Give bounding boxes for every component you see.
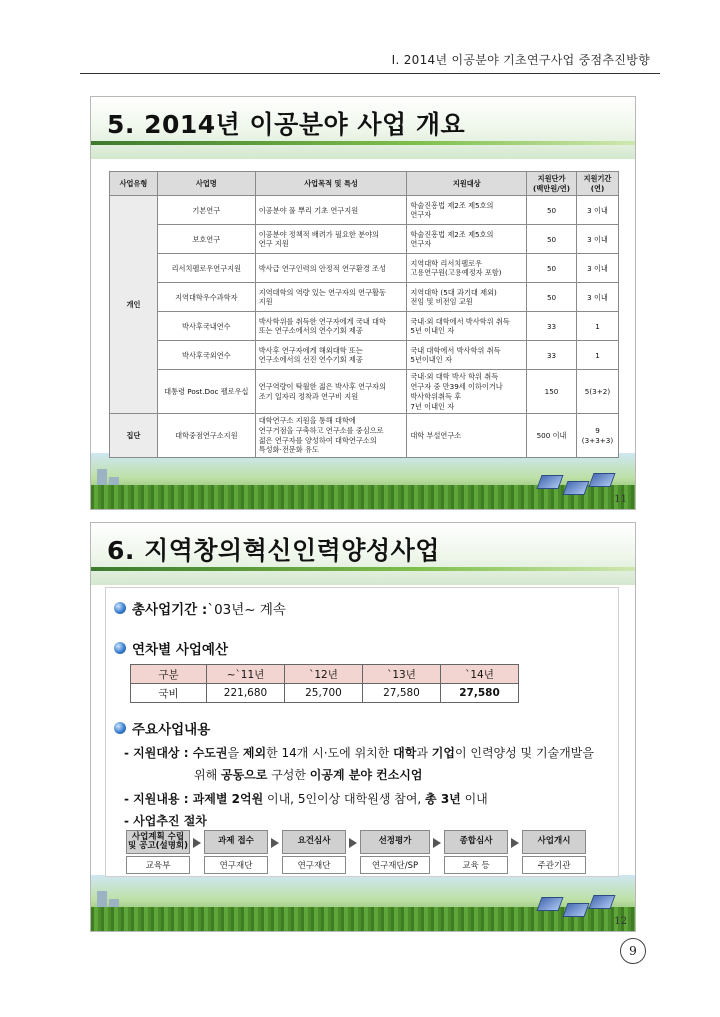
table-cell: 대학 부설연구소 (407, 414, 527, 458)
table-row (110, 196, 619, 225)
table-cell: 33 (527, 312, 577, 341)
step-org: 교육부 (126, 856, 190, 874)
table-cell: 50 (527, 196, 577, 225)
content-label: 주요사업내용 (132, 722, 211, 738)
support-prefix: - 지원내용 : (124, 792, 193, 806)
table-row (131, 684, 519, 703)
column-header: 지원대상 (407, 172, 527, 196)
table-cell: 국내·외 대학 박사 학위 취득 연구자 중 만39세 이하이거나 박사학위취득 후 7년 이내인 자 (407, 370, 527, 414)
table-row (110, 283, 619, 312)
table-cell: 3 이내 (576, 225, 618, 254)
column-header: 사업유형 (110, 172, 158, 196)
budget-item (114, 638, 228, 658)
table-row (110, 312, 619, 341)
column-header: 사업명 (157, 172, 255, 196)
procedure-flow (126, 830, 576, 878)
table-cell: 3 이내 (576, 283, 618, 312)
table-cell: 221,680 (207, 684, 285, 703)
slide-footer-landscape (91, 875, 635, 931)
column-header: 구분 (131, 665, 207, 684)
column-header: ~`11년 (207, 665, 285, 684)
table-cell: 1 (576, 341, 618, 370)
table-cell: 기본연구 (157, 196, 255, 225)
target-line: - 지원대상 : 수도권을 제외한 14개 시·도에 위치한 대학과 기업이 인력양성 및 기술개발을 (124, 746, 594, 760)
content-item (114, 718, 210, 738)
flow-step (282, 830, 346, 874)
column-header: 사업목적 및 특성 (255, 172, 407, 196)
running-header (80, 48, 660, 74)
flow-step (204, 830, 268, 874)
arrow-right-icon (193, 838, 201, 848)
table-cell: 지역대학 (5대 과기대 제외) 전임 및 비전임 교원 (407, 283, 527, 312)
table-cell: 3 이내 (576, 196, 618, 225)
table-cell: 학술진흥법 제2조 제5호의 연구자 (407, 196, 527, 225)
table-cell: 대학연구소 지원을 통해 대학에 연구거점을 구축하고 연구소를 중심으로 젊은 연구자를 양성하여 대학연구소의 특성화·전문화 유도 (255, 414, 407, 458)
group-cell: 집단 (110, 414, 158, 458)
table-cell: 50 (527, 254, 577, 283)
program-content (105, 587, 619, 877)
arrow-right-icon (433, 838, 441, 848)
support-line: - 지원내용 : 과제별 2억원 이내, 5인이상 대학원생 참여, 총 3년 이내 (124, 792, 488, 806)
table-cell: 500 이내 (527, 414, 577, 458)
table-cell: 33 (527, 341, 577, 370)
column-header: `13년 (363, 665, 441, 684)
flow-step (522, 830, 586, 874)
table-row (110, 225, 619, 254)
slide-regional-program (90, 522, 636, 932)
column-header: 지원단가 (백만원/연) (527, 172, 577, 196)
business-overview-table (109, 171, 619, 458)
flow-step (126, 830, 190, 874)
table-cell: 5(3+2) (576, 370, 618, 414)
table-row (110, 370, 619, 414)
step-name: 사업개시 (522, 830, 586, 854)
table-cell: 박사후국내연수 (157, 312, 255, 341)
table-cell: 25,700 (285, 684, 363, 703)
flow-step (360, 830, 430, 874)
table-header-row (131, 665, 519, 684)
table-cell: 27,580 (441, 684, 519, 703)
period-item (114, 598, 286, 618)
step-name: 과제 접수 (204, 830, 268, 854)
table-cell: 박사학위를 취득한 연구자에게 국내 대학 또는 연구소에서의 연수기회 제공 (255, 312, 407, 341)
slide-title: 6. 지역창의혁신인력양성사업 (107, 536, 440, 565)
table-cell: 국비 (131, 684, 207, 703)
table-cell: 국내 대학에서 박사학위 취득 5년이내인 자 (407, 341, 527, 370)
bullet-icon (114, 602, 126, 614)
period-label: 총사업기간 : (132, 602, 208, 618)
column-header: 지원기간 (연) (576, 172, 618, 196)
step-org: 연구재단 (204, 856, 268, 874)
table-cell: 박사후국외연수 (157, 341, 255, 370)
table-cell: 이공분야 정책적 배려가 필요한 분야의 연구 지원 (255, 225, 407, 254)
table-cell: 보호연구 (157, 225, 255, 254)
period-value: `03년~ 계속 (207, 602, 286, 618)
slide-business-overview (90, 96, 636, 510)
group-cell: 개인 (110, 196, 158, 414)
table-cell: 리서치펠로우연구지원 (157, 254, 255, 283)
table-cell: 학술진흥법 제2조 제5호의 연구자 (407, 225, 527, 254)
table-cell: 국내·외 대학에서 박사학위 취득 5년 이내인 자 (407, 312, 527, 341)
step-org: 교육 등 (444, 856, 508, 874)
step-name: 요건심사 (282, 830, 346, 854)
table-cell: 1 (576, 312, 618, 341)
slide-number: 12 (614, 916, 627, 927)
table-cell: 지역대학우수과학자 (157, 283, 255, 312)
table-cell: 지역대학 리서치펠로우 고용연구원(고용예정자 포함) (407, 254, 527, 283)
step-org: 연구재단 (282, 856, 346, 874)
step-org: 연구재단/SP (360, 856, 430, 874)
arrow-right-icon (349, 838, 357, 848)
budget-label: 연차별 사업예산 (132, 642, 228, 658)
table-cell: 대학중점연구소지원 (157, 414, 255, 458)
table-cell: 지역대학의 역량 있는 연구자의 연구활동 지원 (255, 283, 407, 312)
table-header-row (110, 172, 619, 196)
target-prefix: - 지원대상 : (124, 746, 193, 760)
step-name: 선정평가 (360, 830, 430, 854)
arrow-right-icon (511, 838, 519, 848)
page-number: 9 (620, 938, 646, 964)
slide-title: 5. 2014년 이공분야 사업 개요 (107, 110, 466, 139)
step-name: 사업계획 수립 및 공고(설명회) (126, 830, 190, 854)
table-cell: 50 (527, 225, 577, 254)
slide-number: 11 (614, 494, 627, 505)
table-cell: 27,580 (363, 684, 441, 703)
table-cell: 3 이내 (576, 254, 618, 283)
bullet-icon (114, 722, 126, 734)
table-cell: 박사후 연구자에게 해외대학 또는 연구소에서의 선진 연수기회 제공 (255, 341, 407, 370)
arrow-right-icon (271, 838, 279, 848)
column-header: `12년 (285, 665, 363, 684)
table-cell: 이공분야 풀 뿌리 기초 연구지원 (255, 196, 407, 225)
table-row (110, 254, 619, 283)
flow-step (444, 830, 508, 874)
running-header-text: Ⅰ. 2014년 이공분야 기초연구사업 중점추진방향 (391, 53, 650, 67)
table-row (110, 414, 619, 458)
step-org: 주관기관 (522, 856, 586, 874)
table-cell: 9 (3+3+3) (576, 414, 618, 458)
table-cell: 50 (527, 283, 577, 312)
table-cell: 연구역량이 탁월한 젊은 박사후 연구자의 조기 일자리 정착과 연구비 지원 (255, 370, 407, 414)
budget-table (130, 664, 519, 703)
target-line-2: 위해 공동으로 구성한 이공계 분야 컨소시엄 (194, 768, 423, 782)
table-row (110, 341, 619, 370)
table-cell: 대통령 Post.Doc 펠로우십 (157, 370, 255, 414)
table-cell: 150 (527, 370, 577, 414)
slide-footer-landscape (91, 453, 635, 509)
step-name: 종합심사 (444, 830, 508, 854)
table-cell: 박사급 연구인력의 안정적 연구환경 조성 (255, 254, 407, 283)
column-header: `14년 (441, 665, 519, 684)
bullet-icon (114, 642, 126, 654)
procedure-label: - 사업추진 절차 (124, 814, 207, 828)
